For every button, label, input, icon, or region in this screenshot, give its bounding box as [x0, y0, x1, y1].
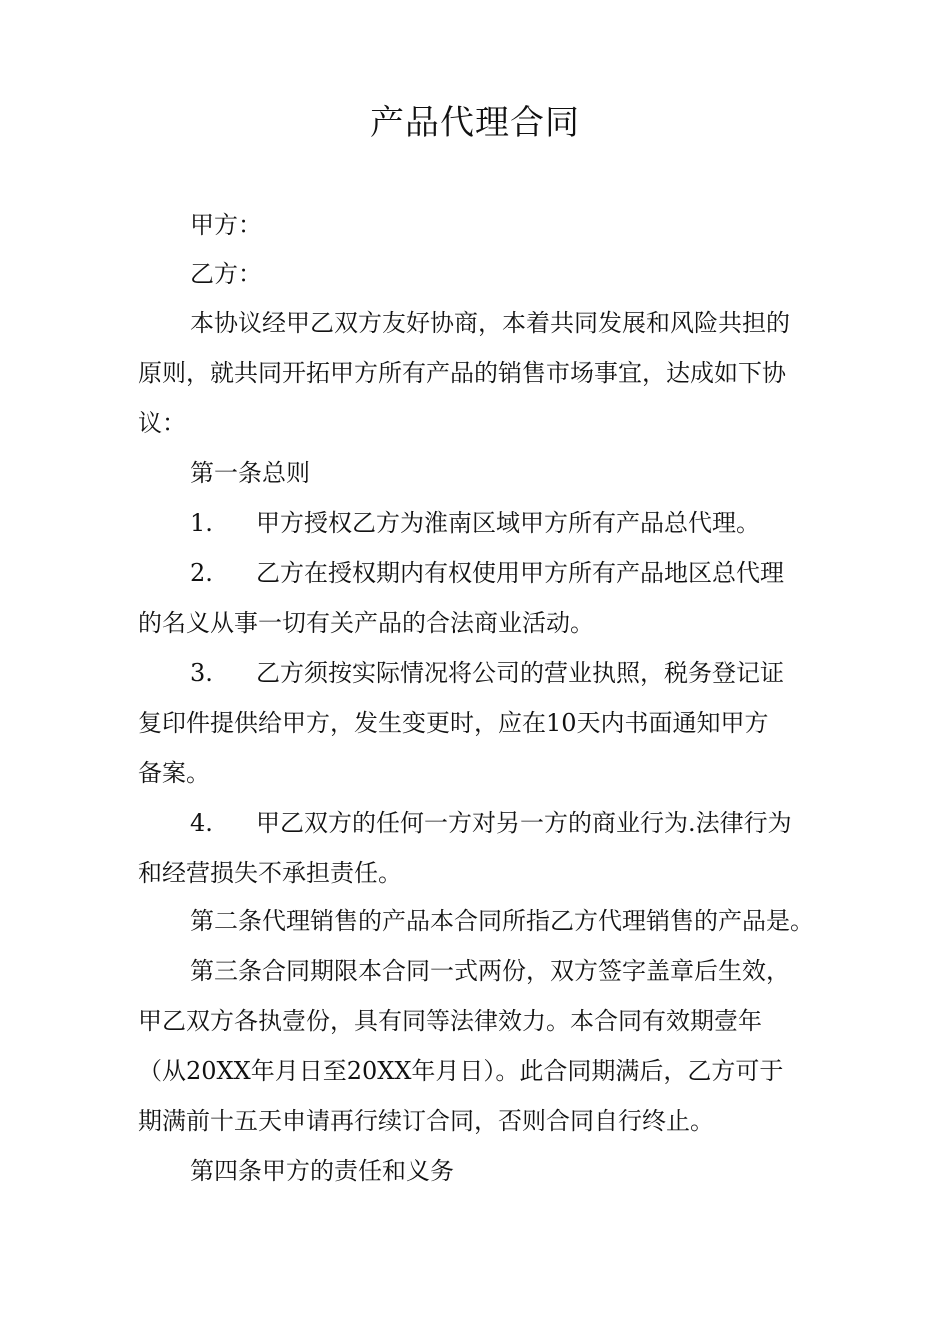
item-line: 复印件提供给甲方，发生变更时，应在10天内书面通知甲方 [138, 709, 769, 737]
item-line: 和经营损失不承担责任。 [138, 859, 402, 887]
article-3-line: 期满前十五天申请再行续订合同，否则合同自行终止。 [138, 1107, 714, 1135]
article-2-text: 第二条代理销售的产品本合同所指乙方代理销售的产品是。 [190, 907, 814, 935]
article-3-line: 甲乙双方各执壹份，具有同等法律效力。本合同有效期壹年 [138, 1007, 762, 1035]
item-number: 1. [190, 509, 213, 537]
item-line: 乙方须按实际情况将公司的营业执照，税务登记证 [256, 659, 784, 687]
party-a-label: 甲方： [190, 211, 262, 239]
item-line: 乙方在授权期内有权使用甲方所有产品地区总代理 [256, 559, 784, 587]
item-line: 备案。 [138, 759, 210, 787]
article-3-line: （从20XX年月日至20XX年月日）。此合同期满后，乙方可于 [138, 1057, 784, 1085]
item-number: 4. [190, 809, 213, 837]
document-title: 产品代理合同 [370, 103, 580, 143]
intro-line: 本协议经甲乙双方友好协商，本着共同发展和风险共担的 [190, 309, 790, 337]
item-line: 甲乙双方的任何一方对另一方的商业行为.法律行为 [256, 809, 792, 837]
article-4-heading: 第四条甲方的责任和义务 [190, 1157, 454, 1185]
party-b-label: 乙方： [190, 260, 262, 288]
article-1-heading: 第一条总则 [190, 459, 310, 487]
item-line: 甲方授权乙方为淮南区域甲方所有产品总代理。 [256, 509, 760, 537]
item-line: 的名义从事一切有关产品的合法商业活动。 [138, 609, 594, 637]
item-number: 2. [190, 559, 213, 587]
intro-line: 原则，就共同开拓甲方所有产品的销售市场事宜，达成如下协 [138, 359, 786, 387]
intro-line: 议： [138, 409, 186, 437]
item-number: 3. [190, 659, 213, 687]
article-3-line: 第三条合同期限本合同一式两份，双方签字盖章后生效， [190, 957, 790, 985]
